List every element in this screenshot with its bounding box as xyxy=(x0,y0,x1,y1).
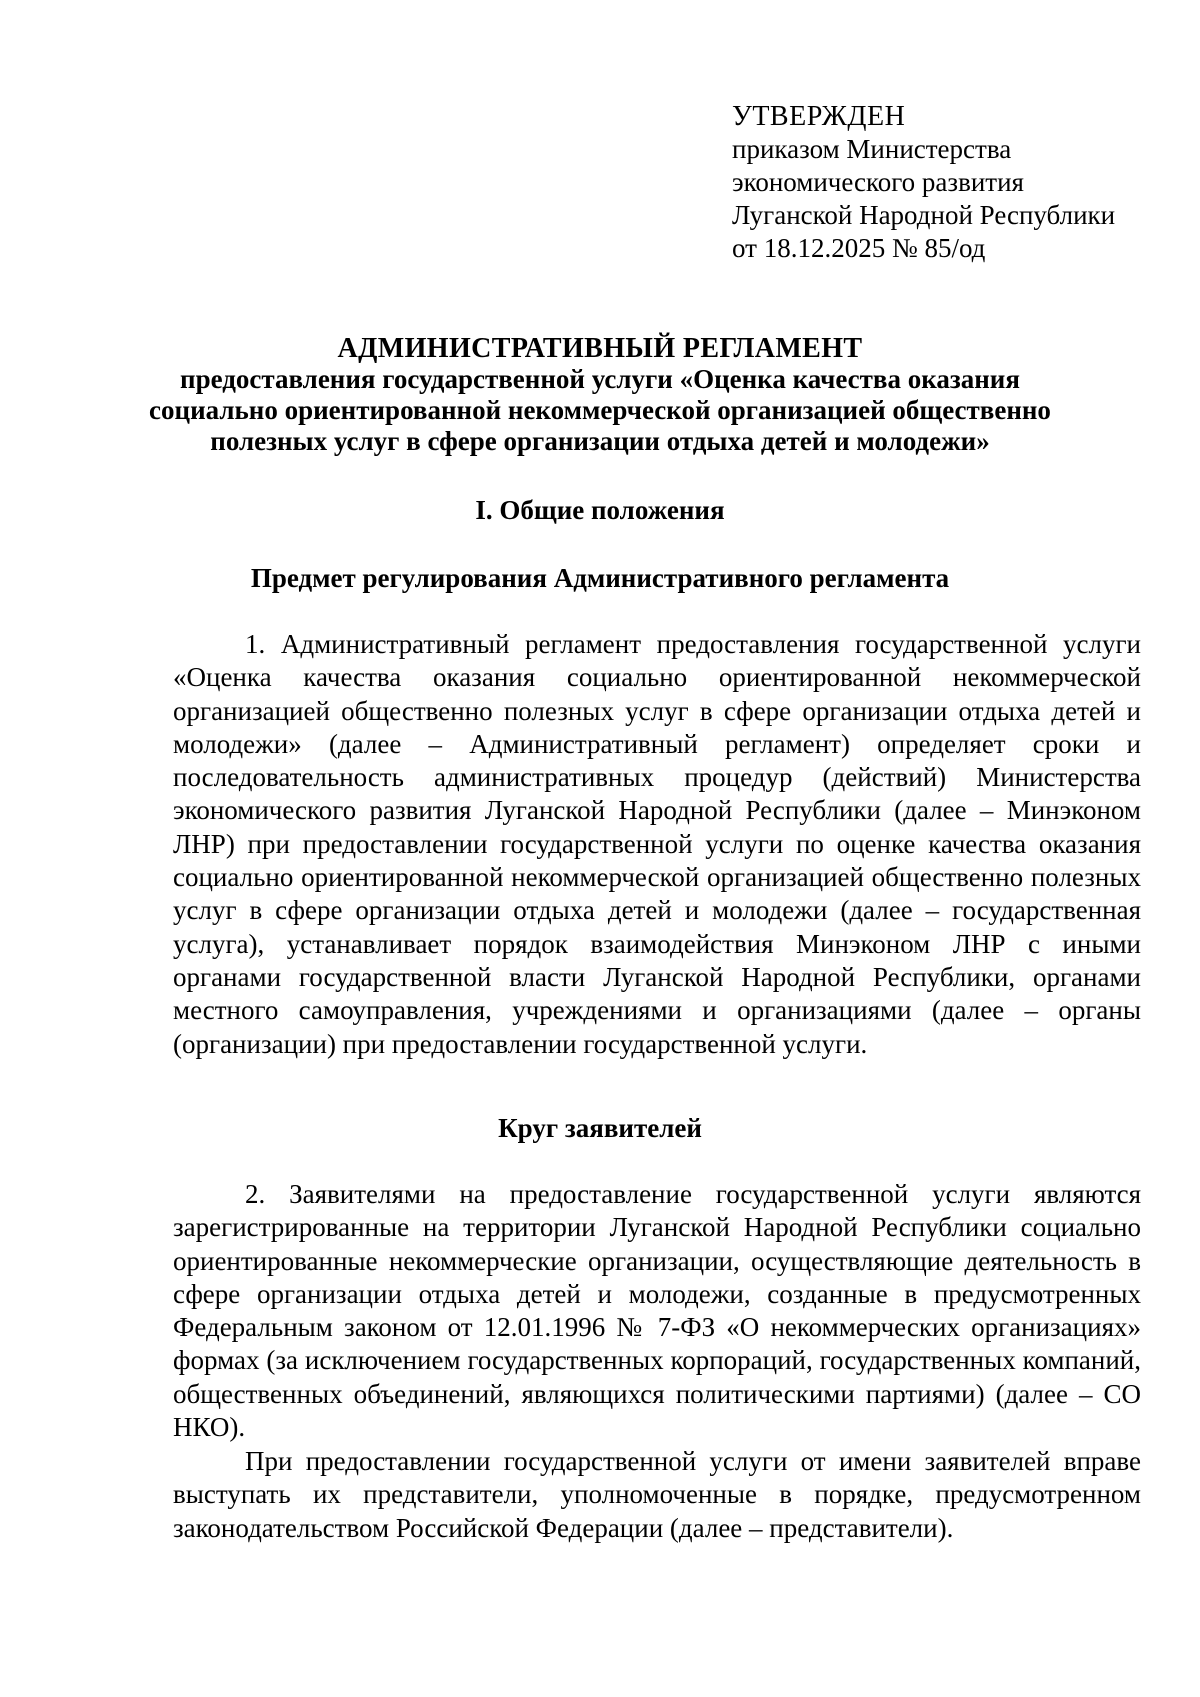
document-title-line-1: предоставления государственной услуги «Оценка качества оказания xyxy=(180,364,1020,394)
document-title xyxy=(0,333,1200,457)
paragraph-1: 1. Административный регламент предоставления государственной услуги «Оценка качества оказания социально ориентированной некоммерческой организацией общественно полезных услуг в сфере организации отдыха детей и молодежи» (далее – Административный регламент) определяет сроки и последовательность административных процедур (действий) Министерства экономического развития Луганской Народной Республики (далее – Минэконом ЛНР) при предоставлении государственной услуги по оценке качества оказания социально ориентированной некоммерческой организацией общественно полезных услуг в сфере организации отдыха детей и молодежи (далее – государственная услуга), устанавливает порядок взаимодействия Минэконом ЛНР с иными органами государственной власти Луганской Народной Республики, органами местного самоуправления, учреждениями и организациями (далее – органы (организации) при предоставлении государственной услуги. xyxy=(173,629,1141,1059)
document-title-line-2: социально ориентированной некоммерческой организацией общественно xyxy=(149,395,1051,425)
approval-title: УТВЕРЖДЕН xyxy=(732,101,906,132)
approval-block xyxy=(732,100,1115,265)
paragraph-2-representatives: При предоставлении государственной услуги от имени заявителей вправе выступать их представители, уполномоченные в порядке, предусмотренном законодательством Российской Федерации (далее – представители). xyxy=(173,1446,1141,1543)
approval-line-1: приказом Министерства xyxy=(732,134,1012,164)
approval-date-number: от 18.12.2025 № 85/од xyxy=(732,233,986,263)
approval-line-3: Луганской Народной Республики xyxy=(732,200,1116,230)
section-1-heading: I. Общие положения xyxy=(475,495,725,525)
section-2-heading: Круг заявителей xyxy=(498,1113,702,1143)
section-1-subheading: Предмет регулирования Административного регламента xyxy=(250,563,950,593)
document-title-line-3: полезных услуг в сфере организации отдыха детей и молодежи» xyxy=(210,426,990,456)
document-title-main: АДМИНИСТРАТИВНЫЙ РЕГЛАМЕНТ xyxy=(337,333,863,364)
paragraph-2: 2. Заявителями на предоставление государственной услуги являются зарегистрированные на территории Луганской Народной Республики социально ориентированные некоммерческие организации, осуществляющие деятельность в сфере организации отдыха детей и молодежи, созданные в предусмотренных Федеральным законом от 12.01.1996 № 7-ФЗ «О некоммерческих организациях» формах (за исключением государственных корпораций, государственных компаний, общественных объединений, являющихся политическими партиями) (далее – СО НКО). xyxy=(173,1179,1141,1443)
approval-line-2: экономического развития xyxy=(732,167,1024,197)
